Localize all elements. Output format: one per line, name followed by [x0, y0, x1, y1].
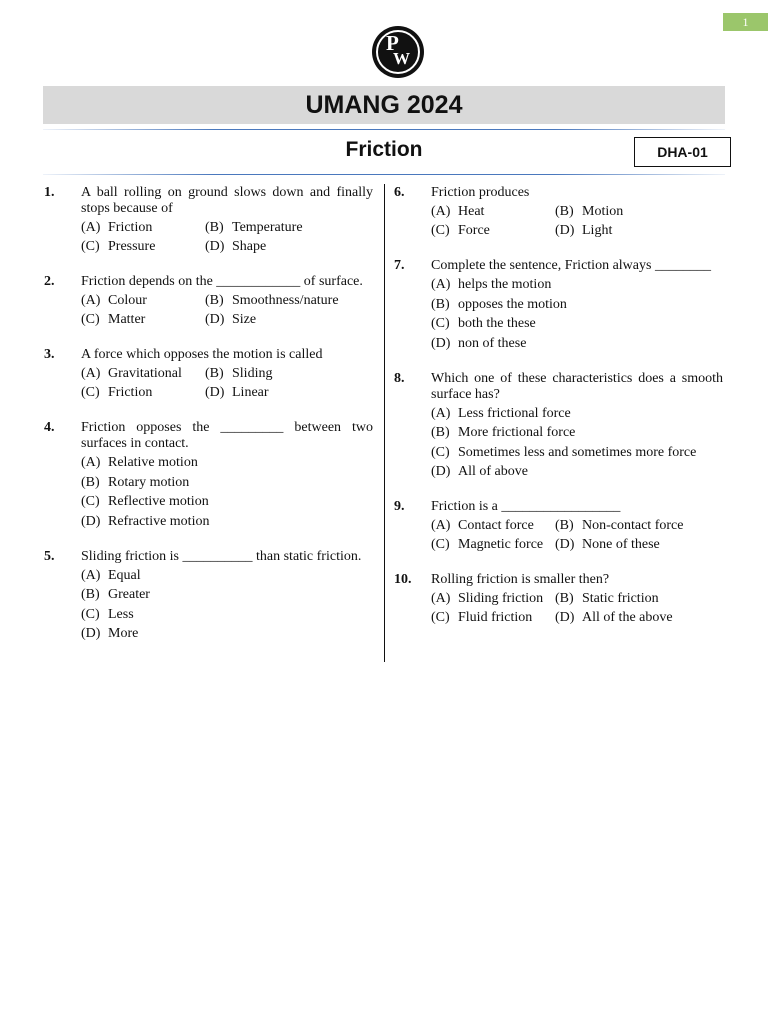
option-text: Smoothness/nature	[232, 293, 339, 308]
option-text: Equal	[108, 567, 141, 583]
option-letter: (D)	[205, 312, 225, 327]
option-letter: (D)	[81, 626, 101, 641]
options-list	[431, 518, 723, 553]
answer-option	[431, 297, 723, 313]
answer-option	[431, 591, 555, 607]
answer-option	[81, 626, 373, 642]
option-letter: (C)	[81, 239, 100, 254]
option-letter: (D)	[431, 464, 451, 479]
option-letter: (A)	[81, 220, 101, 235]
option-letter: (A)	[431, 518, 451, 533]
question-item	[394, 258, 723, 352]
option-letter: (C)	[81, 606, 100, 622]
option-text: Less	[108, 606, 134, 622]
answer-option	[431, 518, 555, 534]
option-letter: (A)	[431, 204, 451, 219]
answer-option	[431, 610, 555, 626]
question-item	[394, 499, 723, 553]
question-number: 7.	[394, 258, 405, 273]
option-text: All of above	[458, 464, 528, 479]
option-letter: (D)	[555, 537, 575, 552]
option-letter: (D)	[555, 610, 575, 625]
question-text: Friction depends on the ____________ of surface.	[81, 274, 363, 289]
exam-banner: UMANG 2024	[43, 86, 725, 124]
option-letter: (D)	[81, 513, 101, 529]
answer-option	[555, 610, 723, 626]
options-list	[81, 568, 373, 643]
question-number: 9.	[394, 499, 405, 514]
option-letter: (C)	[431, 537, 450, 552]
option-text: Refractive motion	[108, 513, 210, 529]
option-letter: (C)	[81, 385, 100, 400]
page-title: Friction	[345, 138, 423, 161]
options-list	[81, 366, 373, 401]
answer-option	[81, 607, 373, 623]
column-divider	[384, 184, 385, 662]
question-number: 8.	[394, 370, 405, 386]
option-text: Gravitational	[108, 366, 182, 381]
question-item	[44, 274, 373, 328]
option-letter: (D)	[555, 223, 575, 238]
right-question-column	[394, 185, 723, 645]
question-number: 6.	[394, 185, 405, 200]
answer-option	[431, 223, 555, 239]
option-text: Reflective motion	[108, 494, 209, 509]
option-letter: (C)	[431, 444, 450, 460]
option-letter: (B)	[555, 204, 574, 219]
option-text: opposes the motion	[458, 296, 567, 312]
option-letter: (A)	[431, 277, 451, 292]
answer-option	[555, 204, 723, 220]
option-text: both the these	[458, 316, 536, 331]
question-text: A ball rolling on ground slows down and finally stops because of	[81, 185, 373, 216]
answer-option	[81, 220, 205, 236]
option-text: More	[108, 626, 139, 641]
answer-option	[81, 494, 373, 510]
option-text: All of the above	[582, 610, 673, 625]
question-number: 10.	[394, 572, 412, 587]
option-text: Friction	[108, 385, 153, 400]
sheet-code-box: DHA-01	[634, 137, 731, 167]
option-letter: (B)	[555, 518, 574, 533]
question-text: Friction is a _________________	[431, 499, 621, 514]
answer-option	[555, 518, 723, 534]
option-letter: (D)	[205, 239, 225, 254]
option-text: Sliding	[232, 366, 273, 381]
answer-option	[205, 366, 373, 382]
option-letter: (D)	[205, 385, 225, 400]
option-text: Rotary motion	[108, 474, 190, 490]
answer-option	[555, 591, 723, 607]
answer-option	[81, 239, 205, 255]
header-rule-top	[43, 129, 725, 130]
answer-option	[205, 220, 373, 236]
answer-option	[205, 312, 373, 328]
option-letter: (A)	[431, 591, 451, 606]
logo-letter-w: W	[393, 49, 410, 68]
option-letter: (C)	[81, 312, 100, 327]
option-letter: (B)	[431, 296, 450, 312]
answer-option	[81, 455, 373, 471]
option-text: Relative motion	[108, 455, 198, 470]
option-text: helps the motion	[458, 277, 552, 292]
answer-option	[81, 366, 205, 382]
option-letter: (A)	[431, 405, 451, 421]
option-letter: (C)	[431, 223, 450, 238]
options-list	[431, 591, 723, 626]
question-number: 4.	[44, 420, 55, 435]
answer-option	[431, 336, 723, 352]
option-text: Fluid friction	[458, 610, 533, 625]
option-letter: (A)	[81, 366, 101, 381]
option-text: Sliding friction	[458, 591, 544, 606]
left-question-column	[44, 185, 373, 661]
page-number-badge: 1	[723, 13, 768, 31]
answer-option	[431, 464, 723, 480]
pw-logo-icon	[372, 26, 424, 78]
answer-option	[431, 537, 555, 553]
option-text: non of these	[458, 335, 527, 351]
option-text: Less frictional force	[458, 405, 571, 421]
option-letter: (B)	[431, 425, 450, 440]
options-list	[431, 204, 723, 239]
question-text: Which one of these characteristics does a smooth surface has?	[431, 370, 723, 402]
answer-option	[431, 406, 723, 422]
option-letter: (B)	[205, 220, 224, 235]
answer-option	[555, 223, 723, 239]
question-item	[394, 185, 723, 239]
question-item	[394, 572, 723, 626]
question-text: Friction produces	[431, 185, 530, 200]
option-text: Light	[582, 223, 613, 238]
option-text: Shape	[232, 239, 267, 254]
option-letter: (B)	[205, 293, 224, 308]
question-item	[394, 371, 723, 481]
question-item	[44, 549, 373, 643]
answer-option	[431, 277, 723, 293]
answer-option	[555, 537, 723, 553]
answer-option	[81, 312, 205, 328]
option-text: Friction	[108, 220, 153, 235]
question-item	[44, 420, 373, 530]
answer-option	[431, 425, 723, 441]
option-text: Non-contact force	[582, 518, 684, 533]
answer-option	[431, 445, 723, 461]
option-letter: (B)	[81, 587, 100, 602]
question-text: Complete the sentence, Friction always ________	[431, 258, 711, 273]
options-list	[81, 220, 373, 255]
option-text: Pressure	[108, 239, 156, 254]
answer-option	[81, 385, 205, 401]
answer-option	[81, 514, 373, 530]
answer-option	[205, 239, 373, 255]
question-number: 2.	[44, 274, 55, 289]
question-number: 5.	[44, 548, 55, 564]
option-text: Contact force	[458, 518, 534, 533]
option-text: Greater	[108, 587, 150, 602]
question-number: 1.	[44, 185, 55, 200]
option-text: Linear	[232, 385, 269, 400]
option-text: Force	[458, 223, 490, 238]
logo-letter-p: P	[386, 31, 399, 55]
options-list	[81, 455, 373, 530]
question-item	[44, 347, 373, 401]
answer-option	[205, 385, 373, 401]
option-text: More frictional force	[458, 425, 576, 440]
options-list	[81, 293, 373, 328]
option-text: Size	[232, 312, 257, 327]
option-text: Heat	[458, 204, 485, 219]
question-text: A force which opposes the motion is called	[81, 347, 323, 362]
answer-option	[205, 293, 373, 309]
answer-option	[431, 204, 555, 220]
option-text: None of these	[582, 537, 660, 552]
header-rule-bottom	[43, 174, 725, 175]
options-list	[431, 277, 723, 352]
option-text: Sometimes less and sometimes more force	[458, 444, 697, 460]
option-text: Temperature	[232, 220, 303, 235]
question-item	[44, 185, 373, 255]
option-text: Static friction	[582, 591, 659, 606]
option-letter: (C)	[431, 316, 450, 331]
question-number: 3.	[44, 347, 55, 362]
option-letter: (B)	[205, 366, 224, 381]
option-letter: (A)	[81, 455, 101, 470]
option-letter: (D)	[431, 335, 451, 351]
option-text: Colour	[108, 293, 147, 308]
option-text: Magnetic force	[458, 537, 544, 552]
options-list	[431, 406, 723, 481]
answer-option	[81, 568, 373, 584]
option-letter: (A)	[81, 293, 101, 308]
answer-option	[81, 293, 205, 309]
option-letter: (B)	[555, 591, 574, 606]
answer-option	[81, 475, 373, 491]
option-letter: (A)	[81, 567, 101, 583]
question-text: Rolling friction is smaller then?	[431, 572, 610, 587]
option-letter: (C)	[81, 494, 100, 509]
option-letter: (B)	[81, 474, 100, 490]
option-text: Motion	[582, 204, 624, 219]
option-text: Matter	[108, 312, 146, 327]
option-letter: (C)	[431, 610, 450, 625]
answer-option	[81, 587, 373, 603]
answer-option	[431, 316, 723, 332]
question-text: Sliding friction is __________ than static friction.	[81, 548, 362, 564]
question-text: Friction opposes the _________ between two surfaces in contact.	[81, 420, 373, 451]
